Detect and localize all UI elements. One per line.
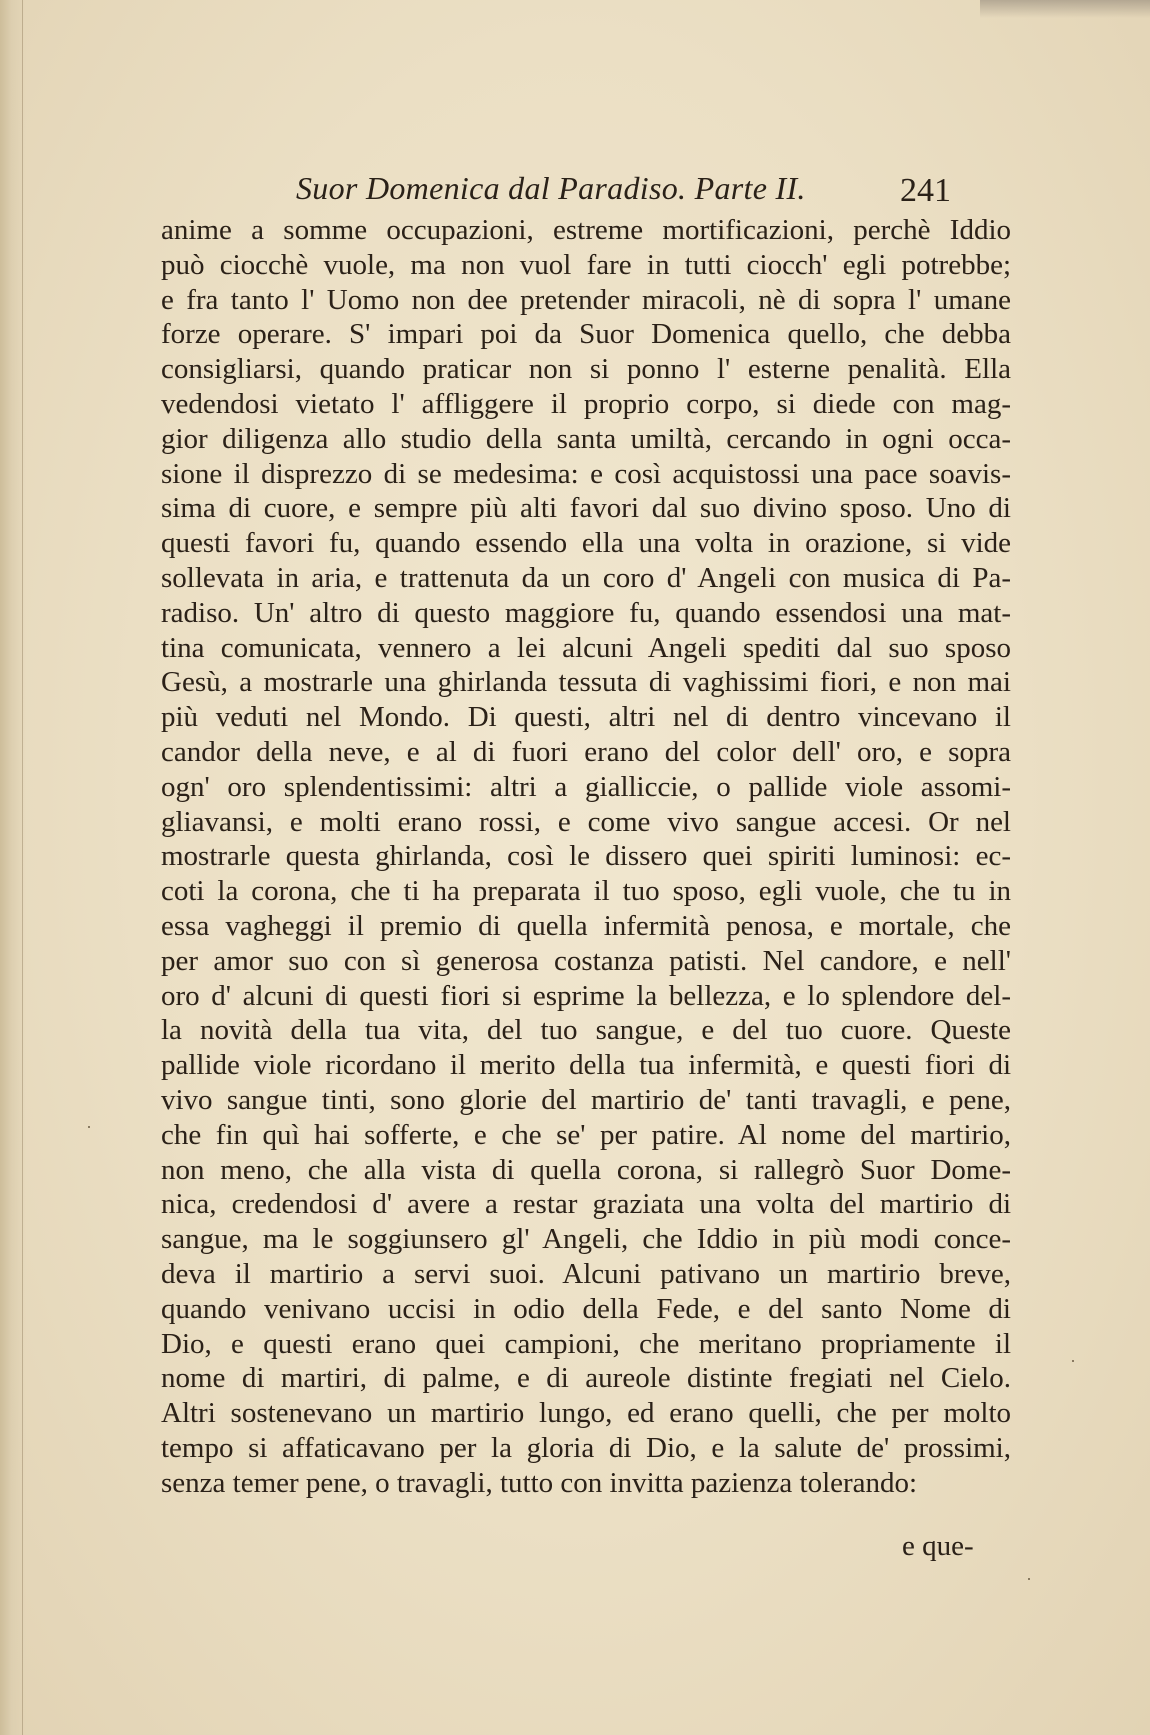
text-line: gliavansi, e molti erano rossi, e come vivo sangue accesi. Or nel — [161, 805, 1011, 838]
text-line: mostrarle questa ghirlanda, così le dissero quei spiriti luminosi: ec- — [161, 840, 1011, 873]
margin-speck — [88, 1126, 90, 1128]
text-line: sione il disprezzo di se medesima: e così acquistossi una pace soavis- — [161, 457, 1011, 490]
text-line: tina comunicata, vennero a lei alcuni Angeli spediti dal suo sposo — [161, 631, 1011, 664]
text-line: per amor suo con sì generosa costanza patisti. Nel candore, e nell' — [161, 944, 1011, 977]
text-line: radiso. Un' altro di questo maggiore fu, quando essendosi una mat- — [161, 596, 1011, 629]
text-line: che fin quì hai sofferte, e che se' per patire. Al nome del martirio, — [161, 1118, 1011, 1151]
text-line: essa vagheggi il premio di quella infermità penosa, e mortale, che — [161, 909, 1011, 942]
text-line: questi favori fu, quando essendo ella una volta in orazione, si vide — [161, 527, 1011, 560]
text-line: non meno, che alla vista di quella corona, si rallegrò Suor Dome- — [161, 1153, 1011, 1186]
text-line: senza temer pene, o travagli, tutto con invitta pazienza tolerando: — [161, 1466, 918, 1499]
page-number: 241 — [900, 172, 951, 209]
margin-speck — [1028, 1578, 1030, 1580]
running-title: Suor Domenica dal Paradiso. Parte II. — [296, 170, 806, 206]
text-line: quando venivano uccisi in odio della Fede, e del santo Nome di — [161, 1292, 1011, 1325]
text-line: pallide viole ricordano il merito della tua infermità, e questi fiori di — [161, 1049, 1011, 1082]
text-line: Dio, e questi erano quei campioni, che meritano propriamente il — [161, 1327, 1011, 1360]
text-line: candor della neve, e al di fuori erano del color dell' oro, e sopra — [161, 735, 1011, 768]
text-line: nome di martiri, di palme, e di aureole distinte fregiati nel Cielo. — [161, 1362, 1011, 1395]
text-line: e fra tanto l' Uomo non dee pretender miracoli, nè di sopra l' umane — [161, 283, 1011, 316]
text-line: sangue, ma le soggiunsero gl' Angeli, che Iddio in più modi conce- — [161, 1223, 1011, 1256]
text-line: ogn' oro splendentissimi: altri a gialliccie, o pallide viole assomi- — [161, 770, 1011, 803]
text-line: oro d' alcuni di questi fiori si esprime la bellezza, e lo splendore del- — [161, 979, 1011, 1012]
top-edge-stain — [980, 0, 1150, 18]
text-line: deva il martirio a servi suoi. Alcuni pativano un martirio breve, — [161, 1257, 1011, 1290]
text-line: Gesù, a mostrarle una ghirlanda tessuta di vaghissimi fiori, e non mai — [161, 666, 1011, 699]
text-line: la novità della tua vita, del tuo sangue, e del tuo cuore. Queste — [161, 1014, 1011, 1047]
text-line: tempo si affaticavano per la gloria di Dio, e la salute de' prossimi, — [161, 1431, 1011, 1464]
text-line: nica, credendosi d' avere a restar graziata una volta del martirio di — [161, 1188, 1011, 1221]
text-line: più veduti nel Mondo. Di questi, altri nel di dentro vincevano il — [161, 701, 1011, 734]
text-line: coti la corona, che ti ha preparata il tuo sposo, egli vuole, che tu in — [161, 875, 1011, 908]
text-line: sollevata in aria, e trattenuta da un coro d' Angeli con musica di Pa- — [161, 561, 1011, 594]
margin-speck — [1072, 1360, 1074, 1362]
text-line: consigliarsi, quando praticar non si ponno l' esterne penalità. Ella — [161, 353, 1011, 386]
text-line: vivo sangue tinti, sono glorie del martirio de' tanti travagli, e pene, — [161, 1083, 1011, 1116]
catchword: e que- — [902, 1530, 974, 1562]
text-line: forze operare. S' impari poi da Suor Domenica quello, che debba — [161, 318, 1011, 351]
text-line: Altri sostenevano un martirio lungo, ed erano quelli, che per molto — [161, 1397, 1011, 1430]
text-line: vedendosi vietato l' affliggere il proprio corpo, si diede con mag- — [161, 387, 1011, 420]
page-fold-line — [22, 0, 23, 1735]
text-line: può ciocchè vuole, ma non vuol fare in tutti ciocch' egli potrebbe; — [161, 248, 1011, 281]
text-line: anime a somme occupazioni, estreme mortificazioni, perchè Iddio — [161, 214, 1011, 246]
text-line: gior diligenza allo studio della santa umiltà, cercando in ogni occa- — [161, 422, 1011, 455]
text-line: sima di cuore, e sempre più alti favori dal suo divino sposo. Uno di — [161, 492, 1011, 525]
page-header — [296, 170, 1016, 214]
body-text — [161, 213, 1011, 1500]
